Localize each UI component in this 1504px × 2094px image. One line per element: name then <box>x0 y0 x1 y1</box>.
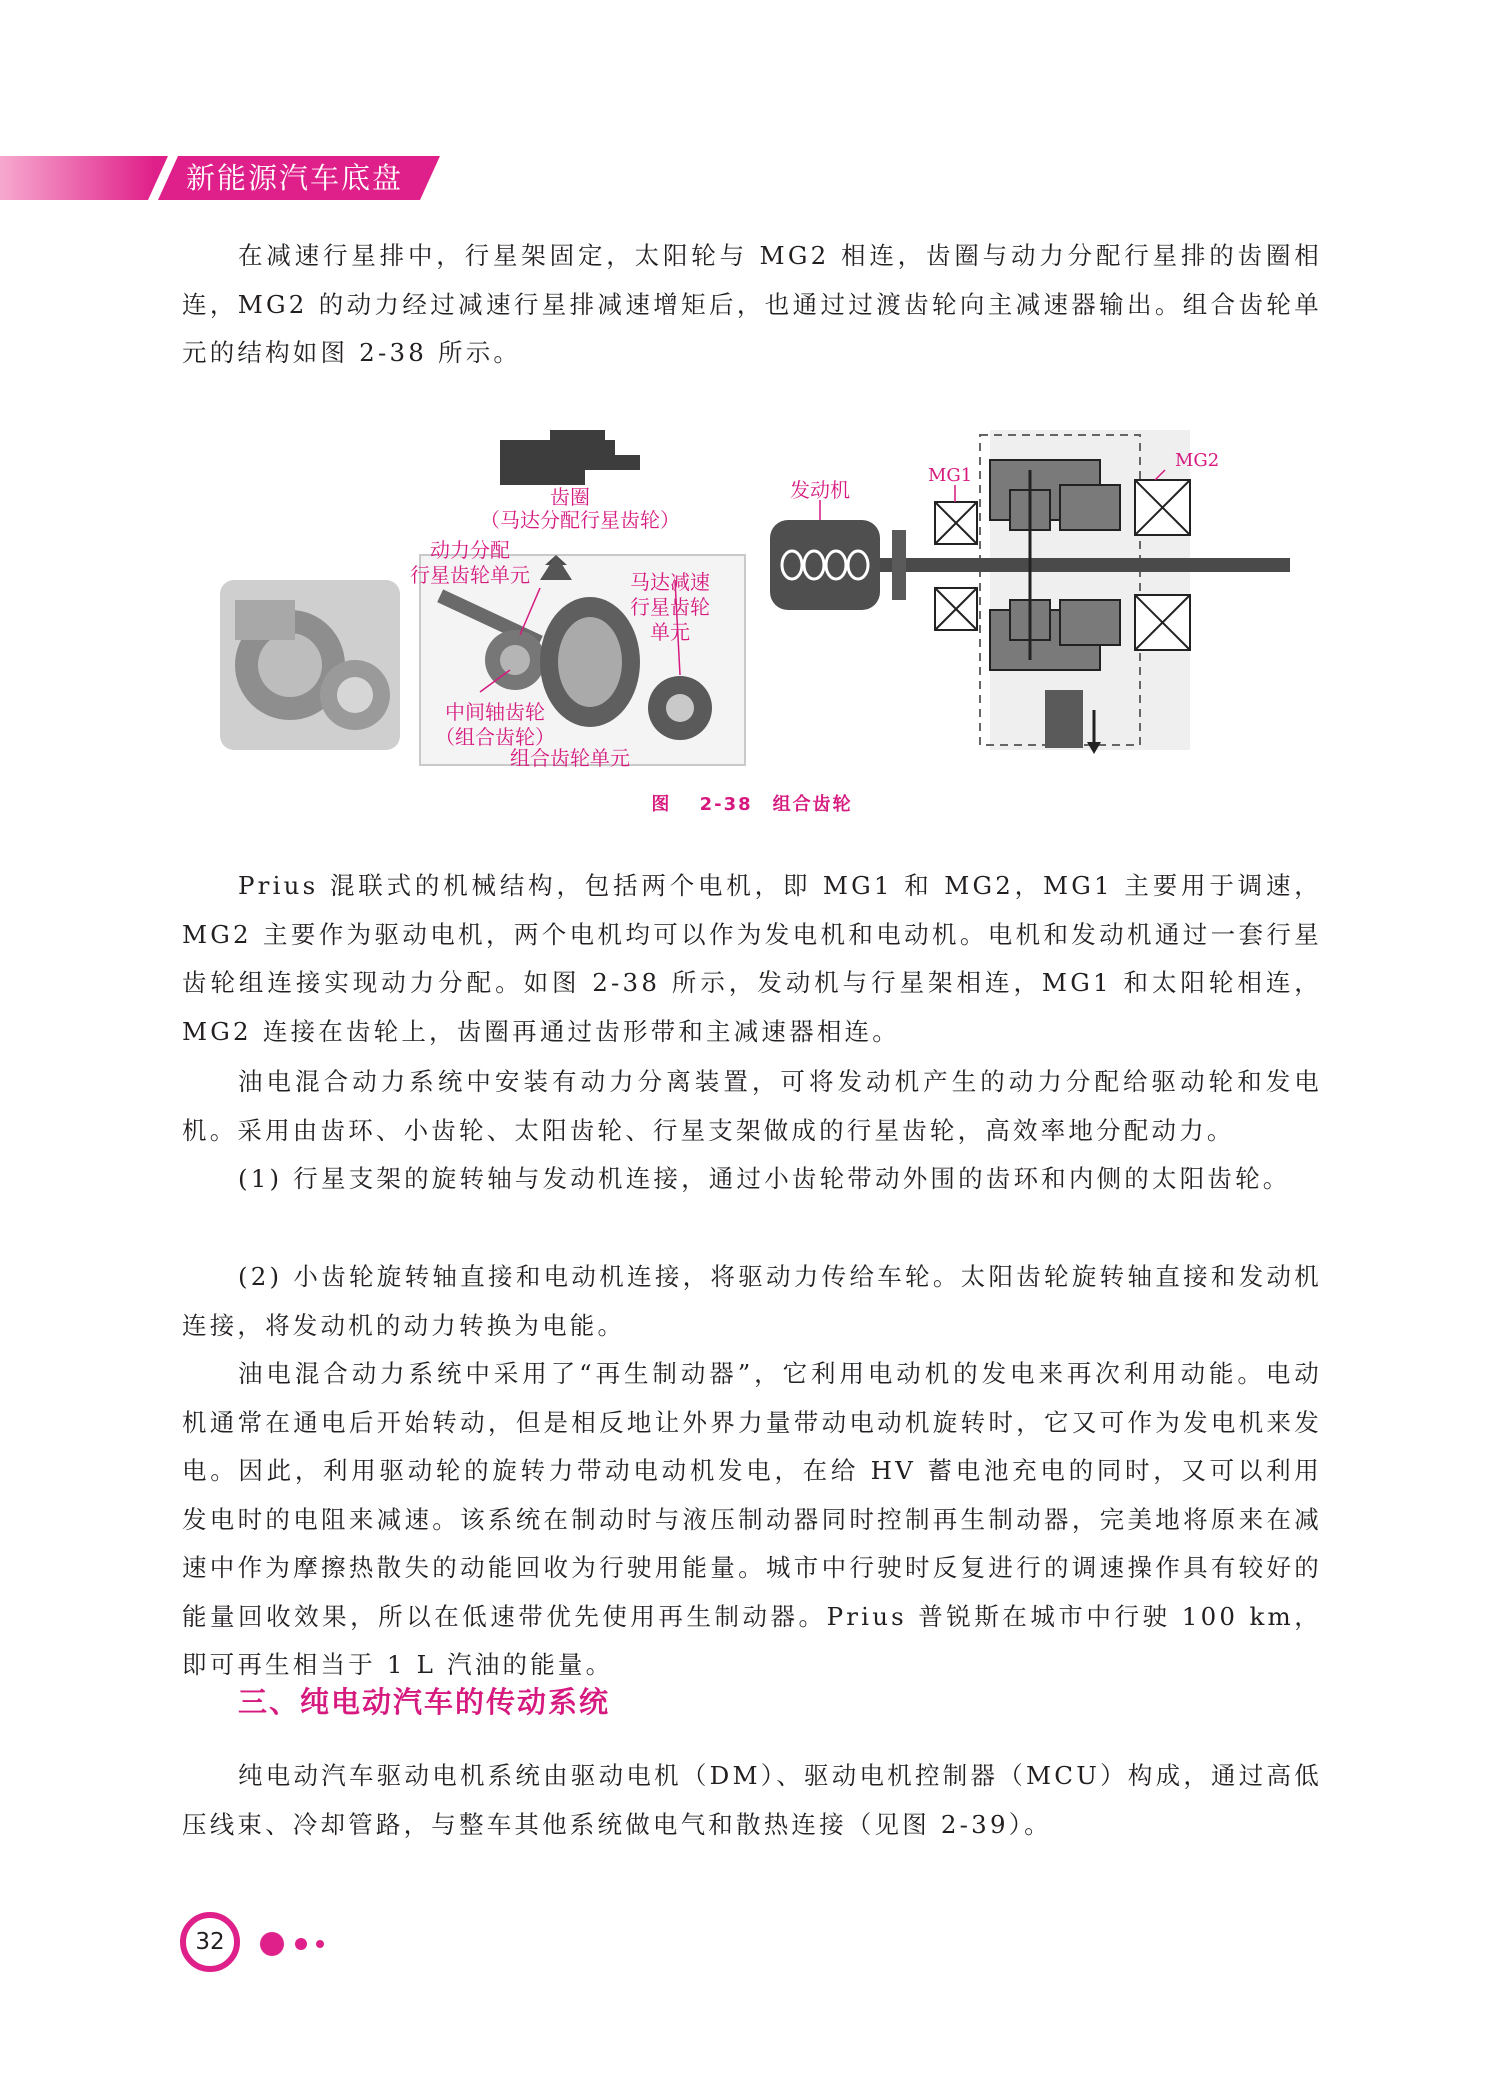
label-power-split-unit: 动力分配 行星齿轮单元 <box>410 538 530 587</box>
label-counter-gear: 中间轴齿轮 （组合齿轮） <box>435 700 555 749</box>
label-ring-gear-sub: （马达分配行星齿轮） <box>480 508 680 532</box>
ring-gear-silhouette <box>500 430 640 485</box>
page-dot-large <box>260 1932 284 1956</box>
label-ring-gear: 齿圈 <box>550 485 590 509</box>
label-mg2: MG2 <box>1175 450 1220 471</box>
paragraph-5: (2) 小齿轮旋转轴直接和电动机连接，将驱动力传给车轮。太阳齿轮旋转轴直接和发动机连接，将发动机的动力转换为电能。 <box>182 1262 1322 1340</box>
transaxle-photo <box>220 580 400 750</box>
figure-compound-gear <box>210 430 1300 775</box>
paragraph-2: Prius 混联式的机械结构，包括两个电机，即 MG1 和 MG2，MG1 主要用于调速，MG2 主要作为驱动电机，两个电机均可以作为发电机和电动机。电机和发动机通过一套行星齿轮组连接实现动力分配。如图 2-38 所示，发动机与行星架相连，MG1 和太阳轮相连，MG2 连接在齿轮上，齿圈再通过齿形带和主减速器相连。 <box>182 871 1322 1046</box>
page-number-text: 32 <box>195 1929 225 1955</box>
page-dot-medium <box>295 1938 307 1950</box>
page-number <box>180 1912 240 1972</box>
label-compound-gear-unit: 组合齿轮单元 <box>510 746 630 770</box>
label-motor-reduction-unit: 马达减速 行星齿轮 单元 <box>630 570 710 644</box>
section-heading: 三、纯电动汽车的传动系统 <box>238 1685 611 1719</box>
paragraph-4: (1) 行星支架的旋转轴与发动机连接，通过小齿轮带动外围的齿环和内侧的太阳齿轮。 <box>238 1164 1291 1193</box>
paragraph-7: 纯电动汽车驱动电机系统由驱动电机（DM）、驱动电机控制器（MCU）构成，通过高低压线束、冷却管路，与整车其他系统做电气和散热连接（见图 2-39）。 <box>182 1761 1322 1839</box>
paragraph-1: 在减速行星排中，行星架固定，太阳轮与 MG2 相连，齿圈与动力分配行星排的齿圈相连，MG2 的动力经过减速行星排减速增矩后，也通过过渡齿轮向主减速器输出。组合齿轮单元的结构如图 2-38 所示。 <box>182 241 1322 367</box>
label-engine: 发动机 <box>790 478 850 502</box>
figure-caption: 图 2-38 组合齿轮 <box>651 794 853 815</box>
header-title: 新能源汽车底盘 <box>186 161 404 195</box>
compound-gear-illustration <box>210 430 1300 775</box>
page-dot-small <box>316 1940 324 1948</box>
label-mg1: MG1 <box>928 465 973 486</box>
paragraph-3: 油电混合动力系统中安装有动力分离装置，可将发动机产生的动力分配给驱动轮和发电机。采用由齿环、小齿轮、太阳齿轮、行星支架做成的行星齿轮，高效率地分配动力。 <box>182 1067 1322 1145</box>
paragraph-6: 油电混合动力系统中采用了“再生制动器”，它利用电动机的发电来再次利用动能。电动机通常在通电后开始转动，但是相反地让外界力量带动电动机旋转时，它又可作为发电机来发电。因此，利用驱动轮的旋转力带动电动机发电，在给 HV 蓄电池充电的同时，又可以利用发电时的电阻来减速。该系统在制动时与液压制动器同时控制再生制动器，完美地将原来在减速中作为摩擦热散失的动能回收为行驶用能量。城市中行驶时反复进行的调速操作具有较好的能量回收效果，所以在低速带优先使用再生制动器。Prius 普锐斯在城市中行驶 100 km，即可再生相当于 1 L 汽油的能量。 <box>182 1359 1322 1679</box>
